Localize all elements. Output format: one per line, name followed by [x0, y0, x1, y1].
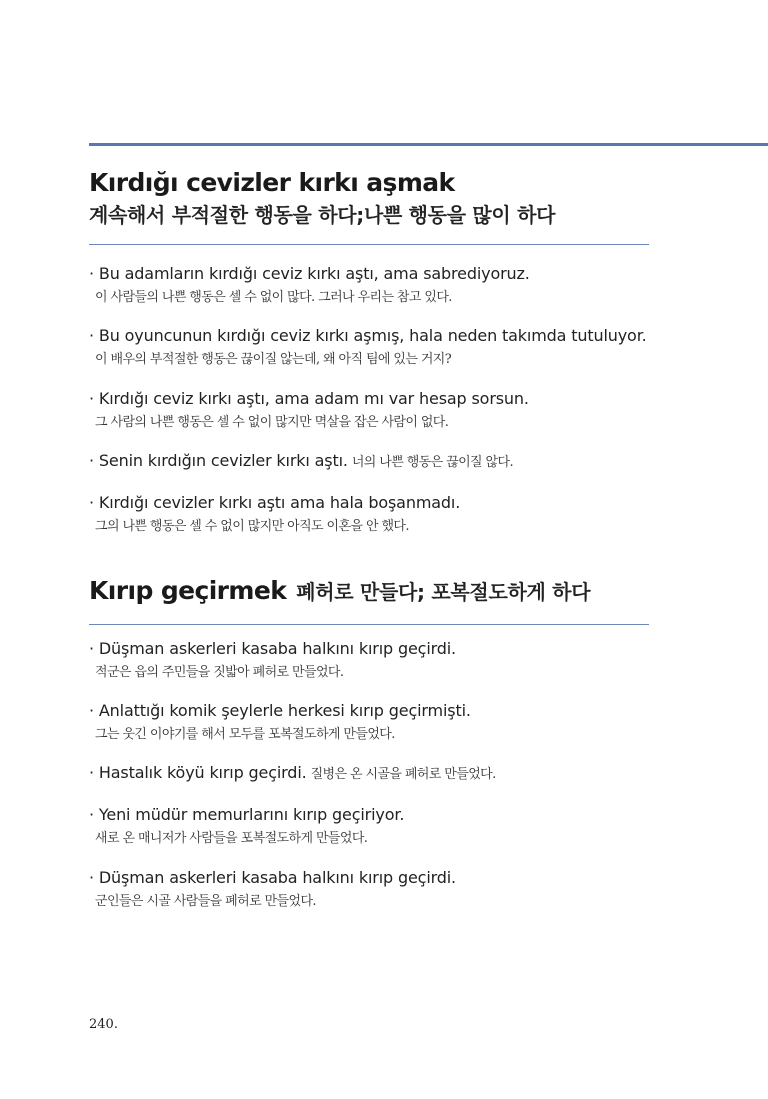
example-ko: 적군은 읍의 주민들을 짓밟아 폐허로 만들었다.	[95, 665, 344, 680]
section-1-rule	[89, 244, 649, 245]
example-tr: · Kırdığı ceviz kırkı aştı, ama adam mı var hesap sorsun.	[89, 389, 529, 408]
example-ko: 군인들은 시골 사람들을 폐허로 만들었다.	[95, 894, 316, 909]
section-2-title-ko: 폐허로 만들다; 포복절도하게 하다	[296, 580, 591, 604]
example-tr: · Anlattığı komik şeylerle herkesi kırıp geçirmişti.	[89, 701, 471, 720]
example-item	[89, 763, 689, 782]
example-ko: 그 사람의 나쁜 행동은 셀 수 없이 많지만 멱살을 잡은 사람이 없다.	[95, 415, 449, 430]
example-ko: 너의 나쁜 행동은 끊이질 않다.	[351, 455, 513, 470]
example-tr: · Hastalık köyü kırıp geçirdi.	[89, 763, 307, 782]
example-item	[89, 805, 689, 846]
example-tr: · Yeni müdür memurlarını kırıp geçiriyor.	[89, 805, 405, 824]
section-2-title-tr: Kırıp geçirmek	[89, 576, 287, 605]
section-2-rule-wrap	[89, 624, 649, 625]
example-tr: · Bu adamların kırdığı ceviz kırkı aştı, ama sabrediyoruz.	[89, 264, 530, 283]
example-item	[89, 264, 689, 305]
section-1-title-tr: Kırdığı cevizler kırkı aşmak	[89, 168, 455, 197]
example-item	[89, 493, 689, 534]
section-2-heading	[89, 576, 729, 605]
example-tr: · Senin kırdığın cevizler kırkı aştı.	[89, 451, 348, 470]
page-number: 240.	[89, 1017, 118, 1032]
example-ko: 이 사람들의 나쁜 행동은 셀 수 없이 많다. 그러나 우리는 참고 있다.	[95, 290, 452, 305]
example-item	[89, 868, 689, 909]
example-item	[89, 326, 689, 367]
example-tr: · Kırdığı cevizler kırkı aştı ama hala boşanmadı.	[89, 493, 461, 512]
section-1-title-ko: 계속해서 부적절한 행동을 하다;나쁜 행동을 많이 하다	[89, 203, 556, 227]
example-tr: · Düşman askerleri kasaba halkını kırıp geçirdi.	[89, 868, 456, 887]
example-ko: 새로 온 매니저가 사람들을 포복절도하게 만들었다.	[95, 831, 368, 846]
example-item	[89, 701, 689, 742]
example-item	[89, 639, 689, 680]
example-item	[89, 451, 689, 470]
section-1-rule-wrap	[89, 244, 649, 245]
example-tr: · Bu oyuncunun kırdığı ceviz kırkı aşmış, hala neden takımda tutuluyor.	[89, 326, 647, 345]
example-ko: 그는 웃긴 이야기를 해서 모두를 포복절도하게 만들었다.	[95, 727, 395, 742]
example-item	[89, 389, 689, 430]
example-ko: 이 배우의 부적절한 행동은 끊이질 않는데, 왜 아직 팀에 있는 거지?	[95, 352, 452, 367]
section-1-heading	[89, 168, 649, 228]
example-ko: 그의 나쁜 행동은 셀 수 없이 많지만 아직도 이혼을 안 했다.	[95, 519, 409, 534]
example-tr: · Düşman askerleri kasaba halkını kırıp geçirdi.	[89, 639, 456, 658]
example-ko: 질병은 온 시골을 폐허로 만들었다.	[310, 767, 496, 782]
section-2-rule	[89, 624, 649, 625]
top-rule	[89, 143, 768, 146]
